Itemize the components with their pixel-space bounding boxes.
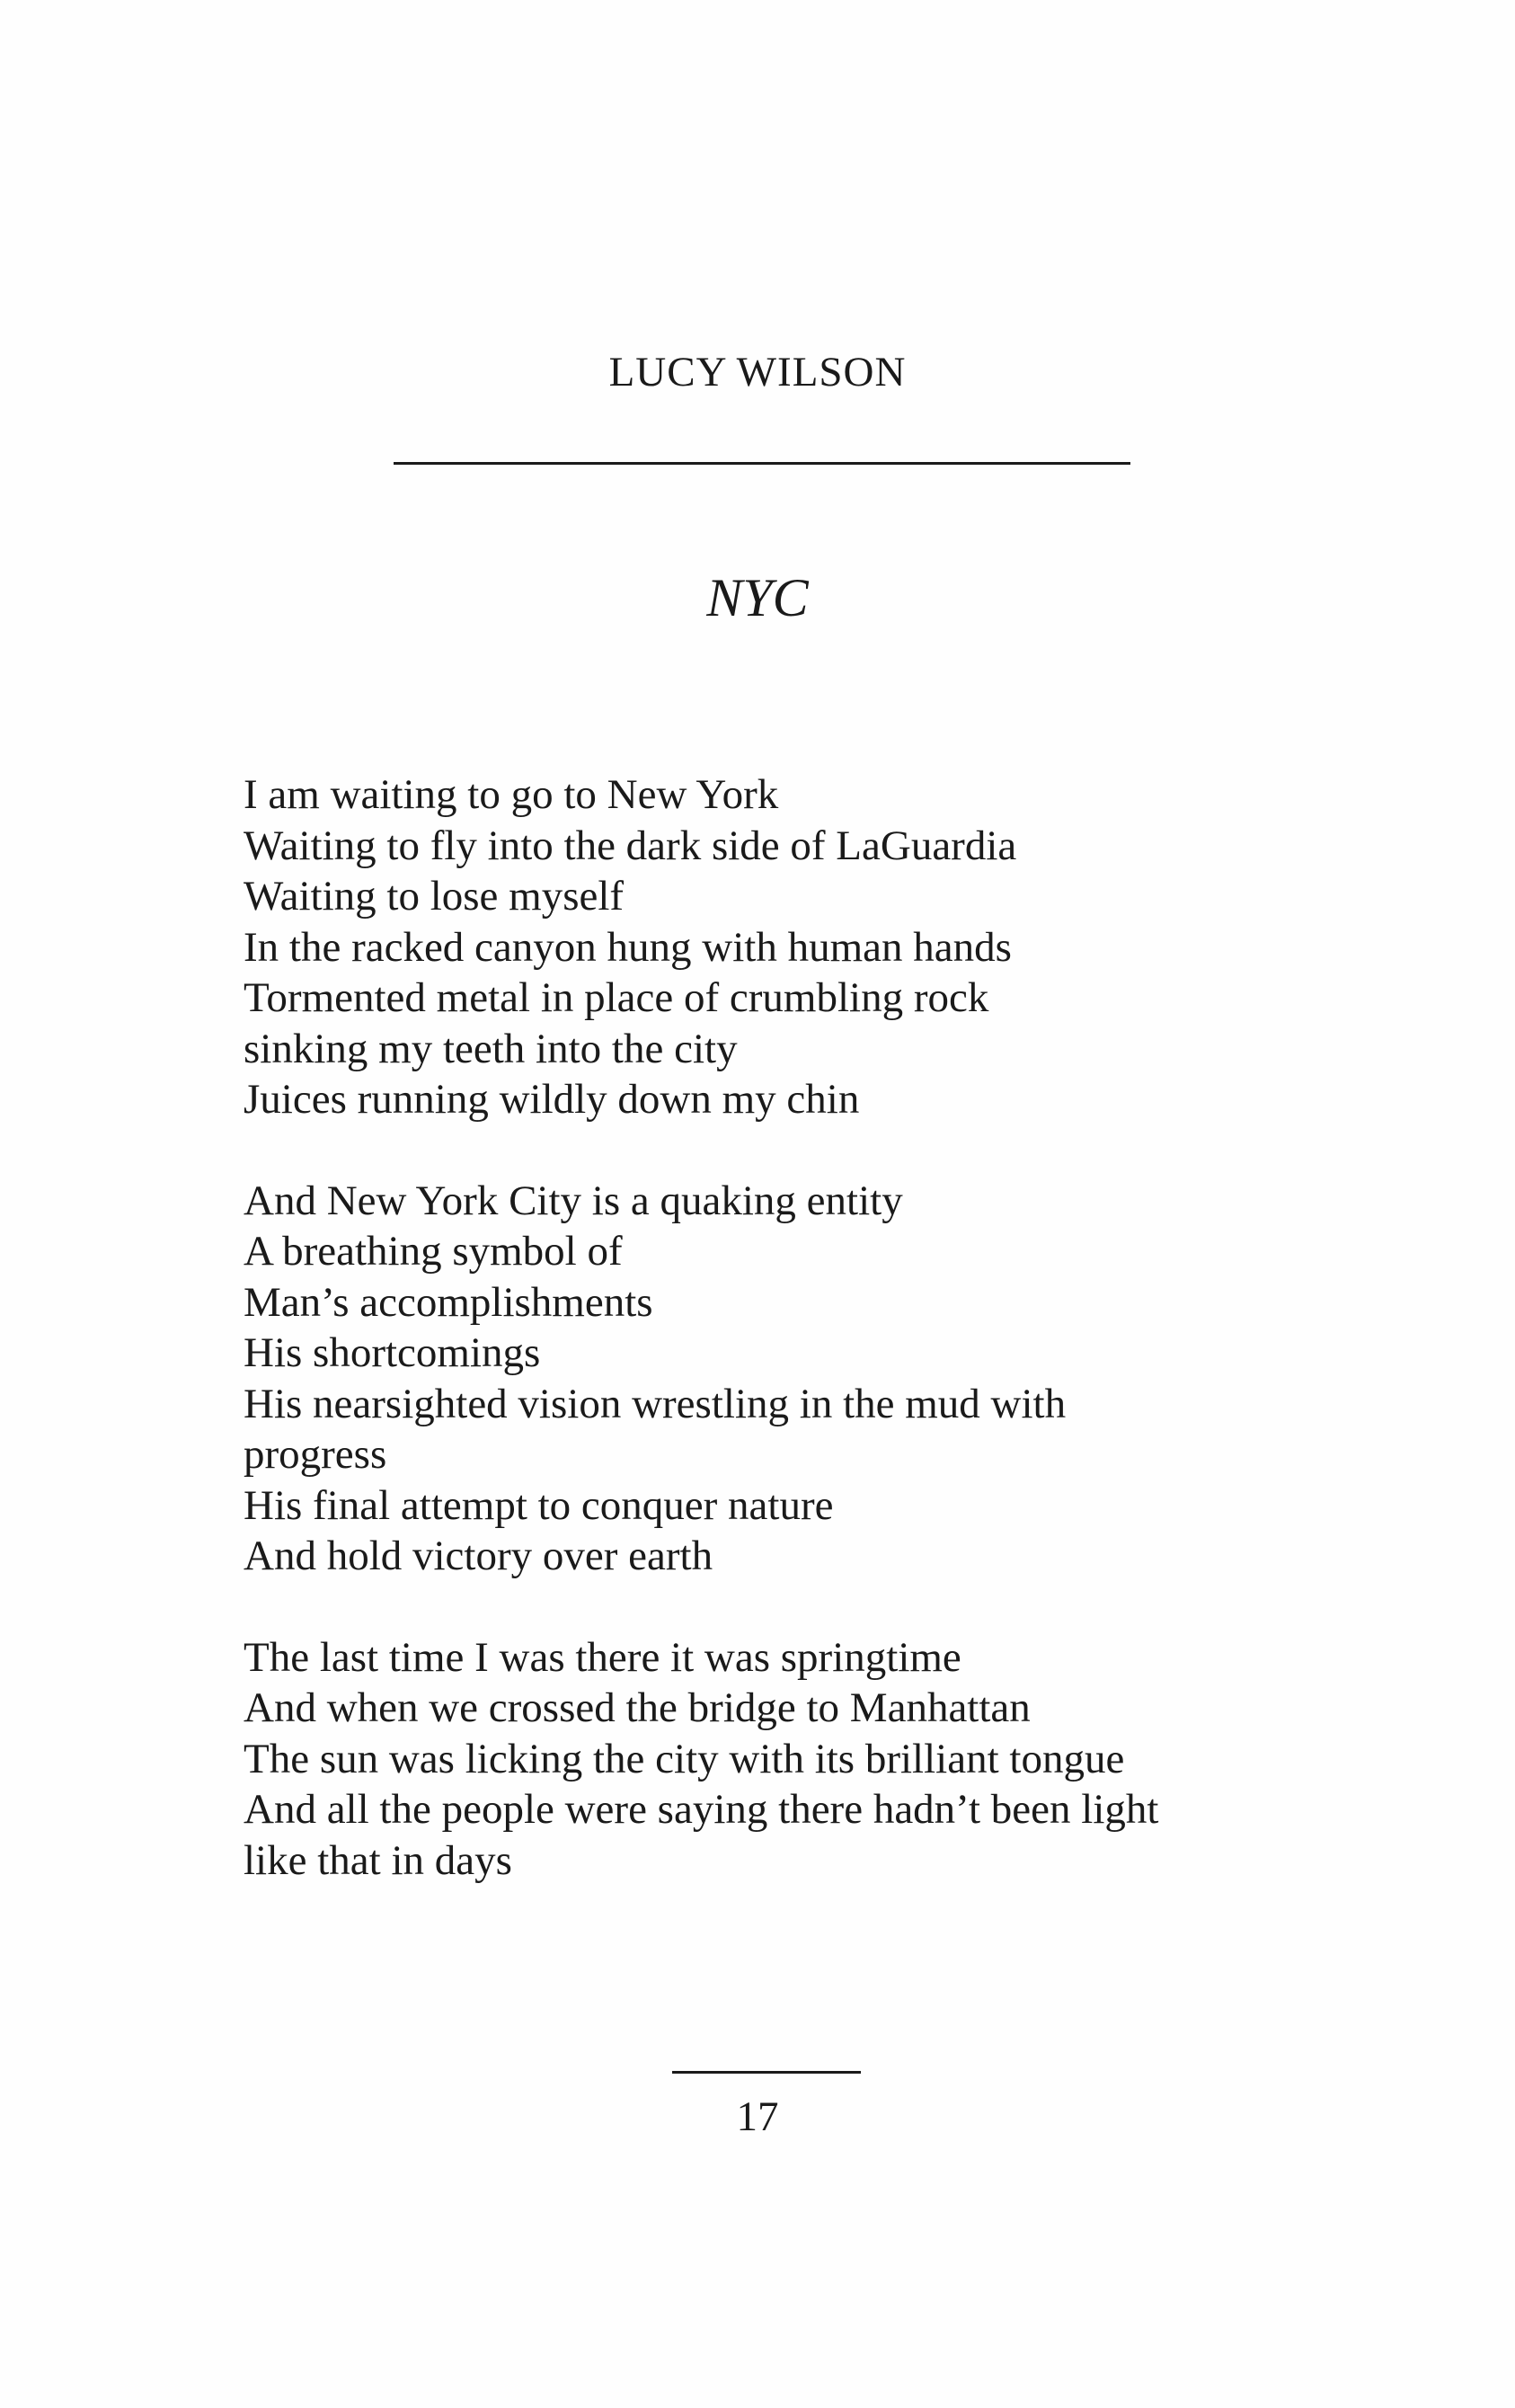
poem-line: And all the people were saying there hadn’t been light <box>244 1786 1159 1833</box>
header-rule <box>394 462 1130 465</box>
poem-line: like that in days <box>244 1836 512 1884</box>
author-name: LUCY WILSON <box>608 349 907 395</box>
poem-line: Juices running wildly down my chin <box>244 1076 860 1123</box>
poem-line: Man’s accomplishments <box>244 1278 653 1326</box>
poem-line: His nearsighted vision wrestling in the mud with <box>244 1380 1067 1427</box>
poem-line: A breathing symbol of <box>244 1228 623 1275</box>
stanza-1 <box>244 769 1322 1125</box>
poem-line: And New York City is a quaking entity <box>244 1177 903 1224</box>
poem-line: sinking my teeth into the city <box>244 1025 738 1072</box>
page-number: 17 <box>736 2093 779 2140</box>
poem-body <box>244 769 1322 1936</box>
poem-line: The sun was licking the city with its brilliant tongue <box>244 1735 1125 1782</box>
poem-line: And hold victory over earth <box>244 1533 713 1579</box>
poem-line: progress <box>244 1431 387 1478</box>
poem-line: Tormented metal in place of crumbling rock <box>244 974 989 1021</box>
poem-line: Waiting to lose myself <box>244 873 625 920</box>
poem-line: I am waiting to go to New York <box>244 771 779 818</box>
stanza-3 <box>244 1632 1322 1887</box>
poem-line: The last time I was there it was springtime <box>244 1633 961 1681</box>
poem-line: His shortcomings <box>244 1329 541 1376</box>
poem-line: And when we crossed the bridge to Manhattan <box>244 1684 1031 1731</box>
poem-title: NYC <box>706 568 809 627</box>
stanza-2 <box>244 1176 1322 1582</box>
footer-rule <box>672 2071 861 2074</box>
poem-line: In the racked canyon hung with human hands <box>244 923 1012 971</box>
poem-line: His final attempt to conquer nature <box>244 1481 834 1529</box>
poem-line: Waiting to fly into the dark side of LaGuardia <box>244 822 1017 869</box>
